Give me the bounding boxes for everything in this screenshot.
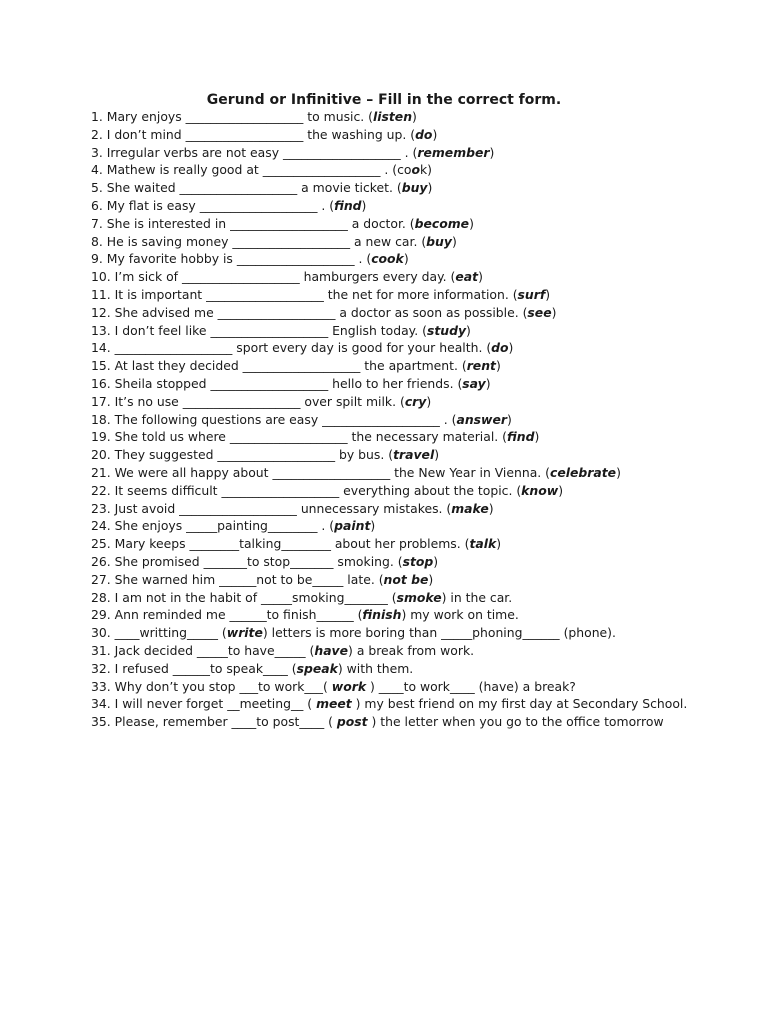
item-text: I don’t feel like ___________________ English today. ( xyxy=(110,322,427,338)
verb-hint: answer xyxy=(456,411,508,427)
verb-hint: travel xyxy=(393,447,435,463)
item-number: 30. xyxy=(91,625,111,641)
exercise-item xyxy=(91,322,761,340)
item-text: I will never forget __meeting__ ( xyxy=(110,696,317,712)
item-text-end: ) xyxy=(489,144,495,160)
item-text: I’m sick of ___________________ hamburgers every day. ( xyxy=(110,269,456,285)
item-text-end: ) xyxy=(432,126,438,142)
item-number: 20. xyxy=(91,447,111,463)
verb-hint: buy xyxy=(426,233,452,249)
item-text-end: ) xyxy=(508,340,514,356)
item-text: He is saving money ___________________ a new car. ( xyxy=(102,233,427,249)
exercise-item xyxy=(91,286,761,304)
item-text-end: ) xyxy=(534,429,540,445)
item-text: Just avoid ___________________ unnecessary mistakes. ( xyxy=(110,500,452,516)
item-text: Sheila stopped ___________________ hello to her friends. ( xyxy=(110,375,463,391)
item-text-end: ) xyxy=(412,109,417,124)
verb-hint: find xyxy=(334,197,362,213)
item-text: She warned him ______not to be_____ late. ( xyxy=(110,571,384,587)
exercise-item xyxy=(91,215,761,233)
exercise-item xyxy=(91,713,761,731)
verb-hint: find xyxy=(507,429,535,445)
item-number: 26. xyxy=(91,553,111,569)
item-number: 13. xyxy=(91,322,111,338)
item-text-end: ) xyxy=(466,322,471,338)
item-text: Please, remember ____to post____ ( xyxy=(110,714,337,730)
item-text: She waited ___________________ a movie ticket. ( xyxy=(102,180,402,196)
item-text: It’s no use ___________________ over spilt milk. ( xyxy=(110,393,405,409)
item-text-end: ) the letter when you go to the office tomorrow xyxy=(367,714,664,730)
exercise-item xyxy=(91,304,761,322)
item-text: She advised me ___________________ a doctor as soon as possible. ( xyxy=(110,304,528,320)
item-number: 16. xyxy=(91,375,111,391)
item-number: 32. xyxy=(91,660,111,676)
verb-hint: see xyxy=(527,304,552,320)
item-number: 12. xyxy=(91,304,111,320)
exercise-item xyxy=(91,233,761,251)
item-number: 7. xyxy=(91,215,103,231)
verb-hint: write xyxy=(226,625,263,641)
item-number: 3. xyxy=(91,144,103,160)
verb-hint: rent xyxy=(466,358,496,374)
item-text-end: ) xyxy=(426,393,432,409)
item-number: 8. xyxy=(91,233,103,249)
item-number: 18. xyxy=(91,411,111,427)
exercise-item xyxy=(91,678,761,696)
exercise-item xyxy=(91,446,761,464)
exercise-item xyxy=(91,250,761,268)
item-text-end: ) xyxy=(551,304,557,320)
verb-hint: finish xyxy=(362,607,402,623)
item-text-end: ) xyxy=(370,518,376,534)
verb-hint: post xyxy=(336,714,368,730)
item-text-end: ) xyxy=(434,447,440,463)
exercise-item xyxy=(91,144,761,162)
item-text-end: ) my best friend on my first day at Secondary School. xyxy=(351,696,688,712)
item-number: 29. xyxy=(91,607,111,623)
item-text: ___________________ sport every day is good for your health. ( xyxy=(110,340,492,356)
item-text-end: ) xyxy=(545,286,551,302)
item-text-end: ) xyxy=(433,553,439,569)
verb-hint: surf xyxy=(517,286,546,302)
exercise-item xyxy=(91,624,761,642)
item-text-end: ) xyxy=(361,197,367,213)
item-text-end: ) my work on time. xyxy=(401,607,519,623)
item-number: 31. xyxy=(91,642,111,658)
item-number: 33. xyxy=(91,678,111,694)
exercise-item xyxy=(91,571,761,589)
item-text: I am not in the habit of _____smoking_______ ( xyxy=(110,589,397,605)
verb-hint: stop xyxy=(402,553,434,569)
verb-hint: meet xyxy=(316,696,352,712)
item-text: Jack decided _____to have_____ ( xyxy=(110,642,315,658)
item-text-end: ) xyxy=(428,571,434,587)
item-number: 15. xyxy=(91,358,111,374)
item-number: 34. xyxy=(91,696,111,712)
item-text-end: ) with them. xyxy=(337,660,414,676)
item-number: 2. xyxy=(91,126,103,142)
item-text: ____writting_____ ( xyxy=(110,625,227,641)
verb-hint: buy xyxy=(401,180,428,196)
exercise-item xyxy=(91,553,761,571)
item-text-end: ) xyxy=(485,375,491,391)
item-text: They suggested ___________________ by bus. ( xyxy=(110,447,394,463)
exercise-item xyxy=(91,357,761,375)
exercise-item xyxy=(91,268,761,286)
exercise-item xyxy=(91,411,761,429)
verb-hint: eat xyxy=(455,269,479,285)
verb-hint: make xyxy=(451,500,489,516)
item-number: 17. xyxy=(91,393,111,409)
verb-hint: smoke xyxy=(396,589,442,605)
item-text: It is important ___________________ the net for more information. ( xyxy=(110,286,518,302)
verb-hint: talk xyxy=(469,536,497,552)
item-text-end: ) xyxy=(478,269,483,285)
item-text-end: ) letters is more boring than _____phoning______ (phone). xyxy=(262,625,616,641)
exercise-item xyxy=(91,589,761,607)
verb-hint: not be xyxy=(383,571,429,587)
exercise-item xyxy=(91,642,761,660)
item-text: Mary keeps ________talking________ about her problems. ( xyxy=(110,536,470,552)
verb-hint: become xyxy=(414,215,470,231)
item-number: 5. xyxy=(91,180,103,196)
verb-hint: remember xyxy=(417,144,490,160)
exercise-item xyxy=(91,606,761,624)
item-text: I refused ______to speak____ ( xyxy=(110,660,297,676)
item-text: My flat is easy ___________________ . ( xyxy=(102,197,335,213)
item-number: 9. xyxy=(91,251,103,267)
item-text: At last they decided ___________________ the apartment. ( xyxy=(110,358,467,374)
verb-hint: work xyxy=(331,678,367,694)
verb-hint: know xyxy=(521,482,559,498)
item-number: 24. xyxy=(91,518,111,534)
item-text-end: ) xyxy=(496,536,502,552)
exercise-item xyxy=(91,428,761,446)
verb-hint: have xyxy=(314,642,349,658)
exercise-item xyxy=(91,517,761,535)
item-text-end: ) xyxy=(451,233,457,249)
item-text-end: ) xyxy=(558,482,564,498)
item-text: She is interested in ___________________ a doctor. ( xyxy=(102,215,415,231)
item-text-end: ) xyxy=(469,215,474,231)
item-text-end: ) a break from work. xyxy=(348,642,475,658)
item-number: 14. xyxy=(91,340,111,356)
verb-hint: speak xyxy=(296,660,338,676)
verb-hint: paint xyxy=(334,518,371,534)
exercise-item xyxy=(91,375,761,393)
item-text-end: ) ____to work____ (have) a break? xyxy=(366,678,576,694)
exercise-item xyxy=(91,108,761,126)
item-number: 6. xyxy=(91,197,103,213)
item-text: We were all happy about ___________________ the New Year in Vienna. ( xyxy=(110,464,551,480)
item-number: 21. xyxy=(91,464,111,480)
verb-hint: do xyxy=(415,126,433,142)
item-text: I don’t mind ___________________ the washing up. ( xyxy=(102,126,416,142)
item-number: 11. xyxy=(91,286,111,302)
item-text: Mary enjoys ___________________ to music. ( xyxy=(102,109,374,124)
verb-hint: listen xyxy=(373,109,413,124)
item-text-end: ) xyxy=(403,251,409,267)
item-text: She enjoys _____painting________ . ( xyxy=(110,518,335,534)
page-title: Gerund or Infinitive – Fill in the correct form. xyxy=(206,92,562,108)
item-number: 23. xyxy=(91,500,111,516)
exercise-item xyxy=(91,464,761,482)
exercise-item xyxy=(91,535,761,553)
item-number: 22. xyxy=(91,482,111,498)
item-text: Why don’t you stop ___to work___( xyxy=(110,678,332,694)
item-text-end: ) xyxy=(427,180,433,196)
item-text-end: ) xyxy=(616,464,621,480)
item-number: 25. xyxy=(91,536,111,552)
item-text-end: ) xyxy=(507,411,512,427)
item-text: Ann reminded me ______to finish______ ( xyxy=(110,607,363,623)
item-number: 28. xyxy=(91,589,111,605)
item-number: 4. xyxy=(91,162,103,178)
item-text-end: ) xyxy=(488,500,494,516)
exercise-item xyxy=(91,197,761,215)
verb-hint: study xyxy=(426,322,467,338)
exercise-item xyxy=(91,482,761,500)
exercise-item xyxy=(91,393,761,411)
item-text-end: k) xyxy=(419,162,432,178)
exercise-item xyxy=(91,660,761,678)
verb-hint: cry xyxy=(404,393,427,409)
verb-hint: o xyxy=(411,162,420,178)
exercise-item xyxy=(91,695,761,713)
item-text: Irregular verbs are not easy ___________________ . ( xyxy=(102,144,418,160)
exercise-item xyxy=(91,339,761,357)
item-number: 27. xyxy=(91,571,111,587)
verb-hint: do xyxy=(491,340,509,356)
exercise-item xyxy=(91,161,761,179)
item-text: The following questions are easy ___________________ . ( xyxy=(110,411,457,427)
exercise-item xyxy=(91,126,761,144)
item-text: Mathew is really good at ___________________ . (co xyxy=(102,162,412,178)
exercise-list xyxy=(91,108,761,731)
item-number: 10. xyxy=(91,269,111,285)
item-number: 19. xyxy=(91,429,111,445)
item-text-end: ) xyxy=(495,358,501,374)
verb-hint: say xyxy=(462,375,486,391)
item-number: 35. xyxy=(91,714,111,730)
item-text-end: ) in the car. xyxy=(441,589,513,605)
verb-hint: cook xyxy=(371,251,404,267)
exercise-item xyxy=(91,500,761,518)
verb-hint: celebrate xyxy=(550,464,617,480)
exercise-item xyxy=(91,179,761,197)
item-text: My favorite hobby is ___________________ . ( xyxy=(102,251,372,267)
item-number: 1. xyxy=(91,109,103,124)
item-text: She promised _______to stop_______ smoking. ( xyxy=(110,553,403,569)
item-text: It seems difficult ___________________ everything about the topic. ( xyxy=(110,482,522,498)
item-text: She told us where ___________________ the necessary material. ( xyxy=(110,429,507,445)
